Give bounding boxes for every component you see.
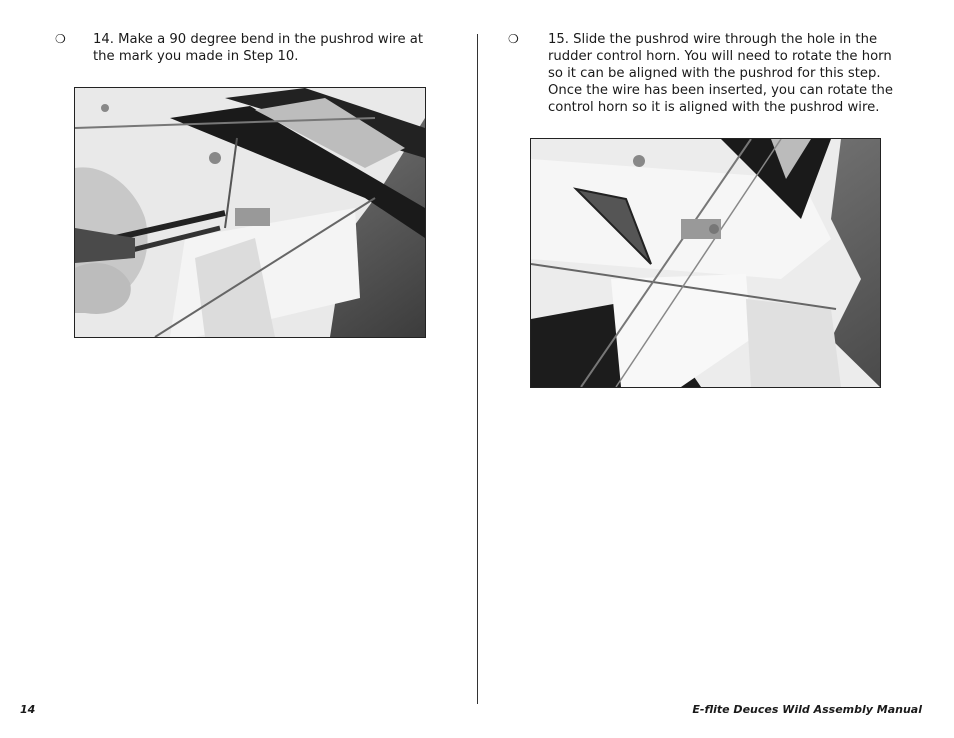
rudder-horn-illustration	[531, 139, 880, 387]
step-15	[508, 31, 908, 121]
step-15-photo	[530, 138, 881, 388]
step-14-photo	[74, 87, 426, 338]
column-divider	[477, 34, 478, 704]
step-14	[55, 31, 435, 71]
step-15-text: 15. Slide the pushrod wire through the hole in the rudder control horn. You will need to rotate the horn so it can be aligned with the pushrod for this step. Once the wire has been inserted, you can rotate the control horn so it is aligned with the pushrod wire.	[548, 32, 894, 115]
page-number: 14	[20, 703, 36, 716]
step-14-text: 14. Make a 90 degree bend in the pushrod wire at the mark you made in Step 10.	[93, 32, 424, 64]
tail-pliers-illustration	[75, 88, 425, 337]
manual-title: E-flite Deuces Wild Assembly Manual	[692, 703, 922, 716]
checkbox-bullet-icon[interactable]: ❍	[55, 32, 66, 46]
checkbox-bullet-icon[interactable]: ❍	[508, 32, 519, 46]
